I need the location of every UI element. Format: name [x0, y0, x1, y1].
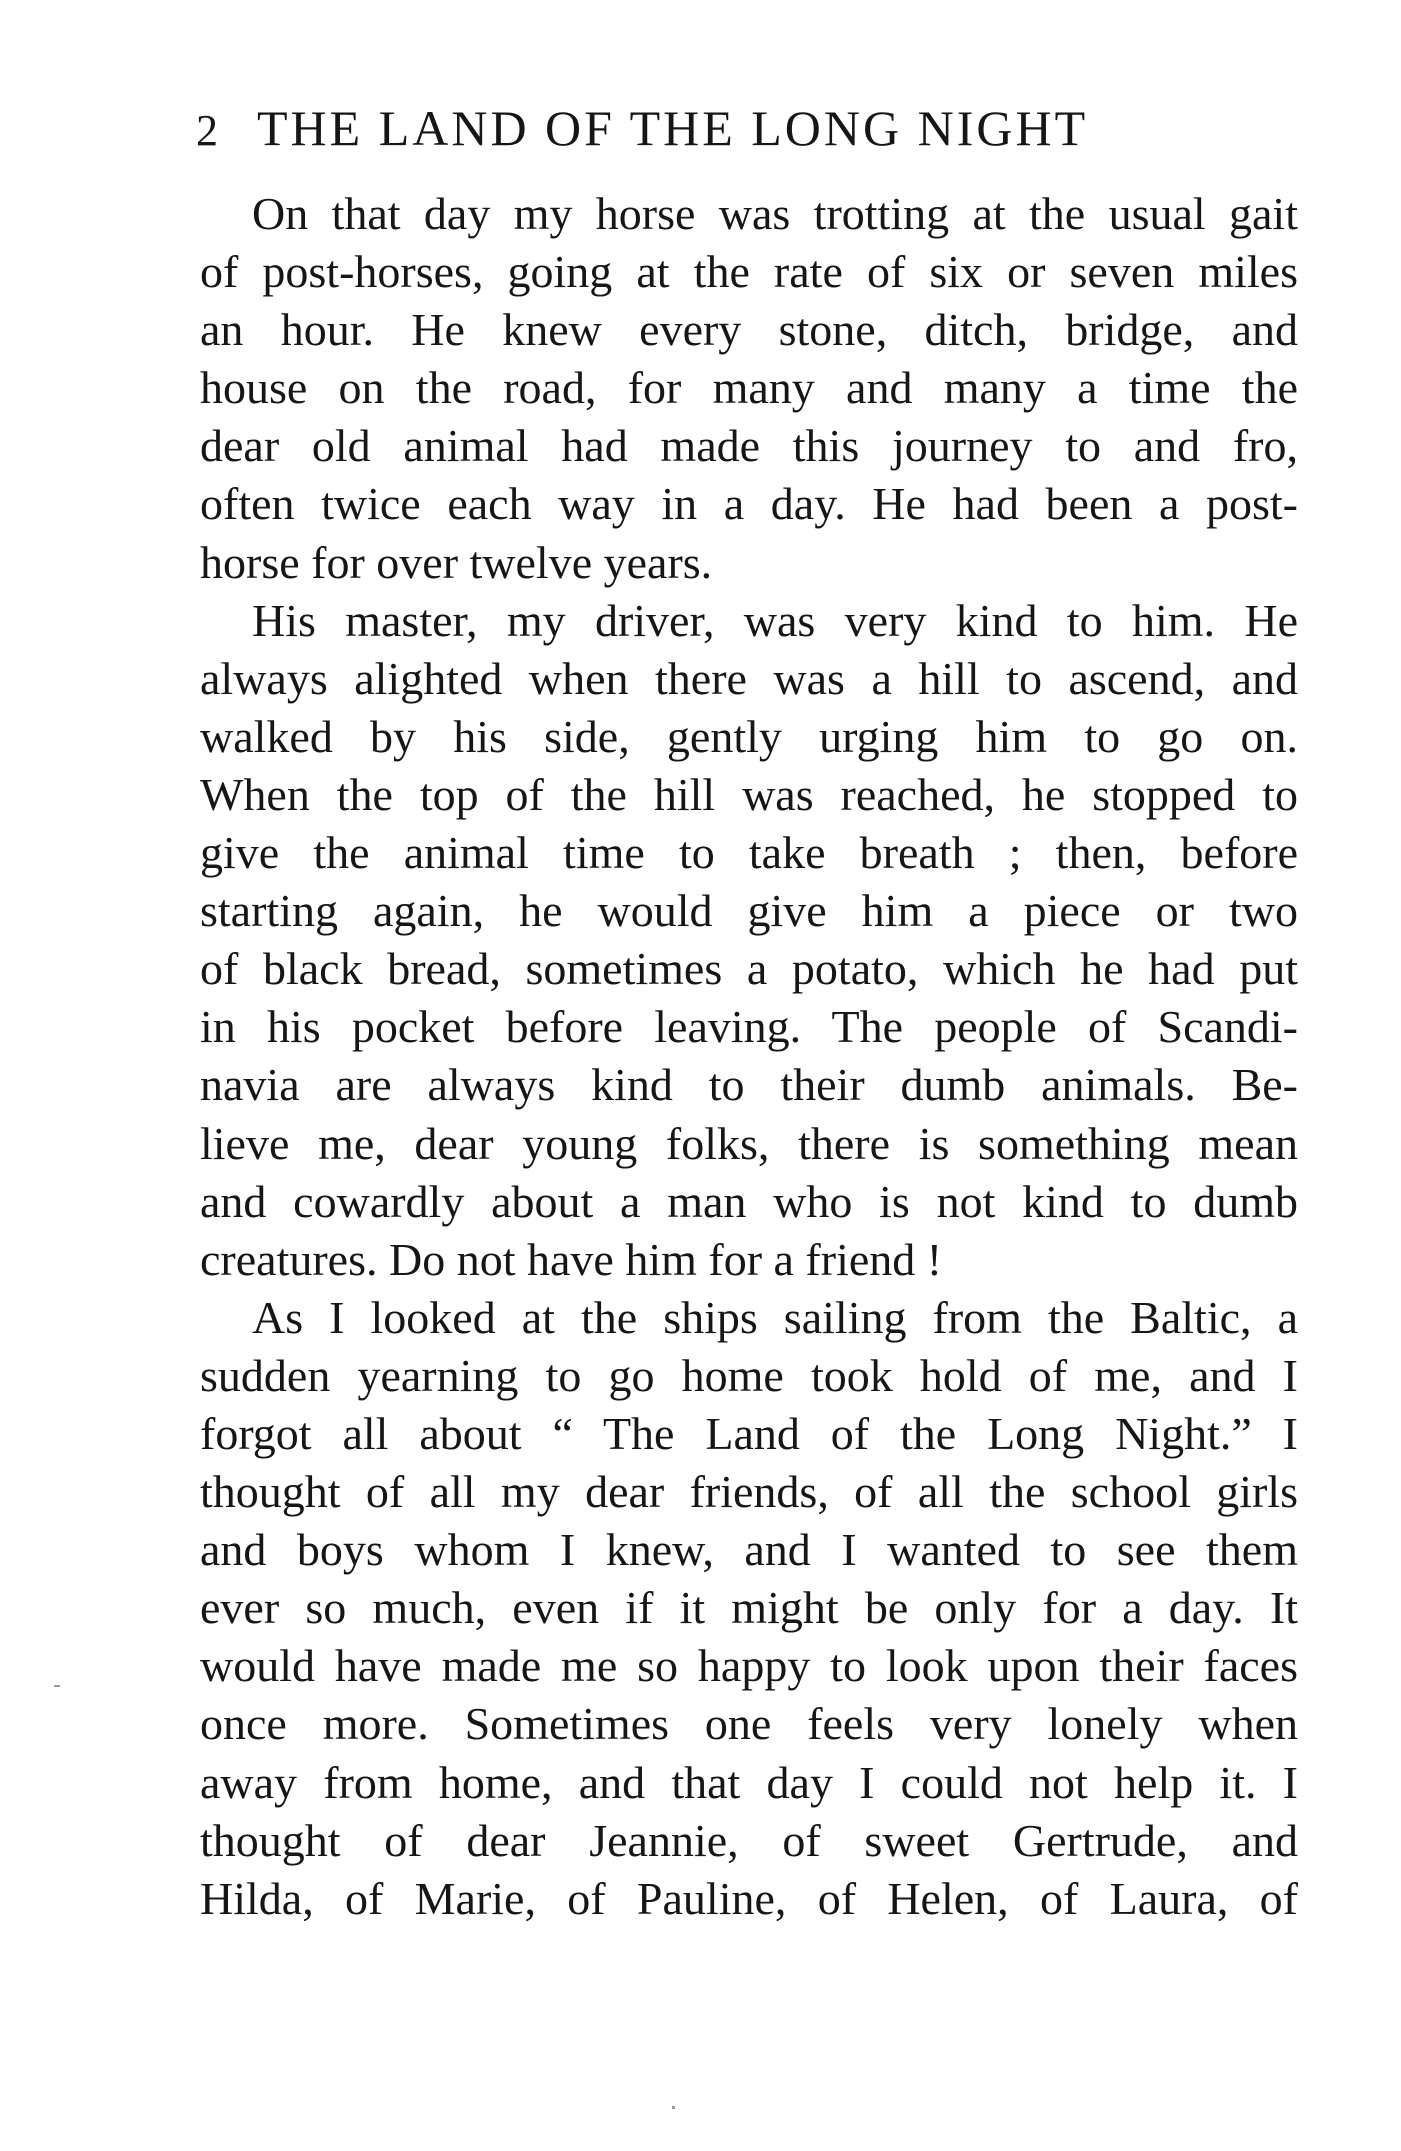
text-line: lieve me, dear young folks, there is something mean: [200, 1117, 1298, 1169]
text-line: always alighted when there was a hill to ascend, and: [200, 652, 1298, 704]
text-line: of black bread, sometimes a potato, which he had put: [200, 943, 1298, 995]
text-line: once more. Sometimes one feels very lonely when: [200, 1698, 1298, 1750]
scan-speck: [672, 2106, 675, 2109]
text-line: house on the road, for many and many a time the: [200, 362, 1298, 414]
text-line: forgot all about “ The Land of the Long Night.” I: [200, 1407, 1298, 1459]
text-line: When the top of the hill was reached, he stopped to: [200, 768, 1298, 820]
text-line: give the animal time to take breath ; then, before: [200, 827, 1298, 879]
paragraph-2: [200, 592, 1298, 1289]
scan-speck: [54, 1685, 60, 1687]
text-line: starting again, he would give him a piece or two: [200, 885, 1298, 937]
paragraph-3: [200, 1289, 1298, 1928]
text-line: thought of dear Jeannie, of sweet Gertrude, and: [200, 1814, 1298, 1866]
text-line: ever so much, even if it might be only for a day. It: [200, 1582, 1298, 1634]
running-header: [196, 98, 1296, 158]
text-line: navia are always kind to their dumb animals. Be-: [200, 1059, 1298, 1111]
text-line: thought of all my dear friends, of all the school girls: [200, 1466, 1298, 1518]
text-line: walked by his side, gently urging him to go on.: [200, 710, 1298, 762]
text-line: As I looked at the ships sailing from the Baltic, a: [252, 1291, 1298, 1343]
body-text: [200, 185, 1298, 1928]
text-line: His master, my driver, was very kind to him. He: [252, 594, 1298, 646]
page-number: 2: [196, 106, 221, 155]
text-line: and cowardly about a man who is not kind to dumb: [200, 1175, 1298, 1227]
running-title: THE LAND OF THE LONG NIGHT: [257, 100, 1089, 156]
text-line: On that day my horse was trotting at the usual gait: [252, 188, 1298, 239]
text-line: away from home, and that day I could not help it. I: [200, 1756, 1298, 1808]
text-line: an hour. He knew every stone, ditch, bridge, and: [200, 304, 1298, 356]
text-line: in his pocket before leaving. The people of Scandi-: [200, 1001, 1298, 1053]
text-line: would have made me so happy to look upon their faces: [200, 1640, 1298, 1692]
text-line: of post-horses, going at the rate of six or seven miles: [200, 246, 1298, 298]
text-line: creatures. Do not have him for a friend !: [200, 1233, 943, 1285]
text-line: dear old animal had made this journey to and fro,: [200, 420, 1298, 472]
paragraph-1: [200, 185, 1298, 592]
text-line: often twice each way in a day. He had been a post-: [200, 478, 1298, 530]
text-line: sudden yearning to go home took hold of me, and I: [200, 1349, 1298, 1401]
text-line: and boys whom I knew, and I wanted to see them: [200, 1524, 1298, 1576]
text-line: horse for over twelve years.: [200, 536, 713, 588]
text-line: Hilda, of Marie, of Pauline, of Helen, of Laura, of: [200, 1872, 1298, 1924]
